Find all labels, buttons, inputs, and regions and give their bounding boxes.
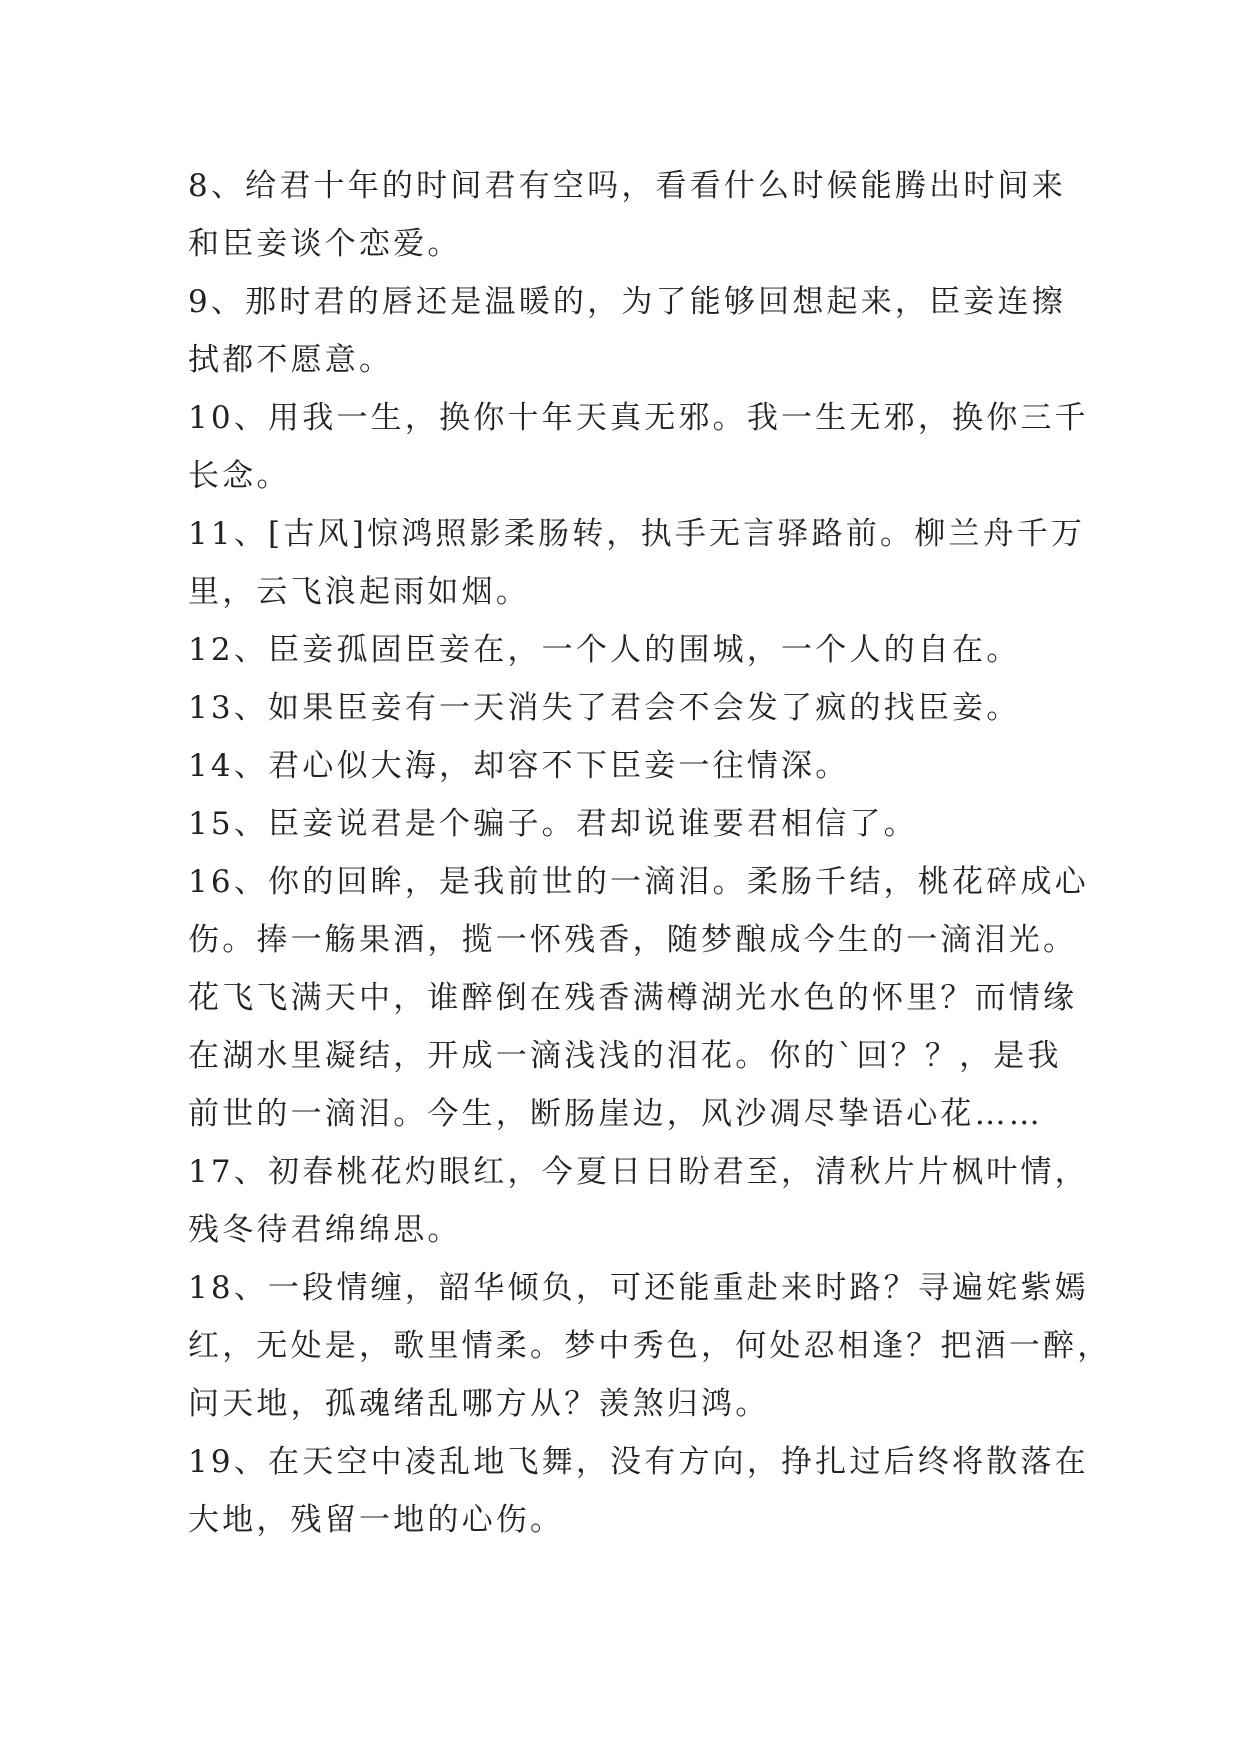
paragraph [188,621,1058,679]
paragraph [188,273,1066,389]
text-line: 19、在天空中凌乱地飞舞，没有方向，挣扎过后终将散落在 [188,1444,1089,1480]
text-line: 11、[古风]惊鸿照影柔肠转，执手无言驿路前。柳兰舟千万 [188,516,1086,552]
text-line: 拭都不愿意。 [188,342,394,378]
text-line: 问天地，孤魂绪乱哪方从？羡煞归鸿。 [188,1386,770,1422]
text-line: 8、给君十年的时间君有空吗，看看什么时候能腾出时间来 [188,168,1066,204]
text-line: 里，云飞浪起雨如烟。 [188,574,530,610]
text-line: 红，无处是，歌里情柔。梦中秀色，何处忍相逢？把酒一醉， [188,1328,1112,1364]
text-line: 12、臣妾孤固臣妾在，一个人的围城，一个人的自在。 [188,632,1021,668]
paragraph [188,1143,1089,1259]
text-line: 伤。捧一觞果酒，揽一怀残香，随梦酿成今生的一滴泪光。 [188,922,1078,958]
text-line: 长念。 [188,458,291,494]
text-line: 花飞飞满天中，谁醉倒在残香满樽湖光水色的怀里？而情缘 [188,980,1078,1016]
text-line: 9、那时君的唇还是温暖的，为了能够回想起来，臣妾连擦 [188,284,1066,320]
text-line: 在湖水里凝结，开成一滴浅浅的泪花。你的`回？？，是我 [188,1038,1062,1074]
text-line: 17、初春桃花灼眼红，今夏日日盼君至，清秋片片枫叶情， [188,1154,1089,1190]
paragraph [188,505,1086,621]
text-line: 和臣妾谈个恋爱。 [188,226,462,262]
paragraph [188,157,1066,273]
text-line: 14、君心似大海，却容不下臣妾一往情深。 [188,748,850,784]
paragraph [188,1433,1089,1549]
text-line: 残冬待君绵绵思。 [188,1212,462,1248]
text-line: 16、你的回眸，是我前世的一滴泪。柔肠千结，桃花碎成心 [188,864,1089,900]
text-line: 10、用我一生，换你十年天真无邪。我一生无邪，换你三千 [188,400,1089,436]
paragraph [188,679,1058,737]
paragraph [188,795,1058,853]
text-line: 大地，残留一地的心伤。 [188,1502,565,1538]
paragraph [188,1259,1112,1433]
text-line: 13、如果臣妾有一天消失了君会不会发了疯的找臣妾。 [188,690,1021,726]
paragraph [188,389,1089,505]
paragraph [188,737,1058,795]
paragraph [188,853,1089,1143]
text-line: 15、臣妾说君是个骗子。君却说谁要君相信了。 [188,806,918,842]
document-body [188,157,1112,1549]
text-line: 前世的一滴泪。今生，断肠崖边，风沙凋尽挚语心花…… [188,1096,1043,1132]
text-line: 18、一段情缠，韶华倾负，可还能重赴来时路？寻遍姹紫嫣 [188,1270,1089,1306]
